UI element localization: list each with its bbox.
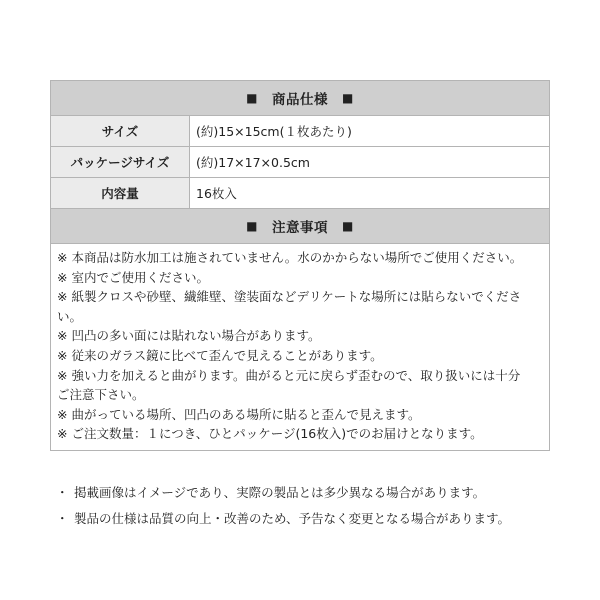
footer-item — [56, 480, 510, 506]
note-line: ご注意下さい。 — [57, 387, 145, 403]
note-line: ※ 本商品は防水加工は施されていません。水のかからない場所でご使用ください。 — [57, 250, 523, 265]
spec-value: 16枚入 — [196, 186, 237, 201]
square-bullet-icon: ■ — [246, 219, 258, 233]
footer-item — [56, 506, 510, 532]
spec-section-title: 商品仕様 — [272, 92, 328, 108]
spec-label: サイズ — [51, 116, 190, 146]
note-line: ※ 曲がっている場所、凹凸のある場所に貼ると歪んで見えます。 — [57, 406, 421, 422]
spec-section-header — [51, 81, 549, 116]
note-line: ※ 強い力を加えると曲がります。曲がると元に戻らず歪むので、取り扱いには十分 — [57, 367, 521, 383]
bullet-icon: ・ — [56, 485, 69, 500]
spec-row-package-size — [51, 147, 549, 178]
note-line: い。 — [57, 308, 83, 324]
footer-text: 掲載画像はイメージであり、実際の製品とは多少異なる場合があります。 — [74, 485, 486, 500]
spec-value: (約)15×15cm(１枚あたり) — [196, 124, 352, 139]
square-bullet-icon: ■ — [342, 91, 354, 105]
bullet-icon: ・ — [56, 511, 69, 526]
spec-label: パッケージサイズ — [51, 147, 190, 177]
spec-value: (約)17×17×0.5cm — [196, 155, 310, 170]
footer-text: 製品の仕様は品質の向上・改善のため、予告なく変更となる場合があります。 — [74, 511, 511, 526]
note-line: ※ 従来のガラス鏡に比べて歪んで見えることがあります。 — [57, 347, 383, 363]
spec-label: 内容量 — [51, 178, 190, 208]
notes-section-header — [51, 209, 549, 244]
product-spec-table — [50, 80, 550, 451]
notes-list — [51, 244, 549, 450]
spec-row-size — [51, 116, 549, 147]
note-line: ※ 紙製クロスや砂壁、繊維壁、塗装面などデリケートな場所には貼らないでくださ — [57, 289, 522, 305]
note-line: ※ ご注文数量：１につき、ひとパッケージ(16枚入)でのお届けとなります。 — [57, 426, 483, 442]
note-line: ※ 室内でご使用ください。 — [57, 269, 209, 285]
footer-disclaimer — [56, 480, 510, 532]
note-line: ※ 凹凸の多い面には貼れない場合があります。 — [57, 328, 321, 344]
notes-section-title: 注意事項 — [272, 220, 328, 236]
square-bullet-icon: ■ — [342, 219, 354, 233]
spec-row-contents — [51, 178, 549, 209]
square-bullet-icon: ■ — [246, 91, 258, 105]
